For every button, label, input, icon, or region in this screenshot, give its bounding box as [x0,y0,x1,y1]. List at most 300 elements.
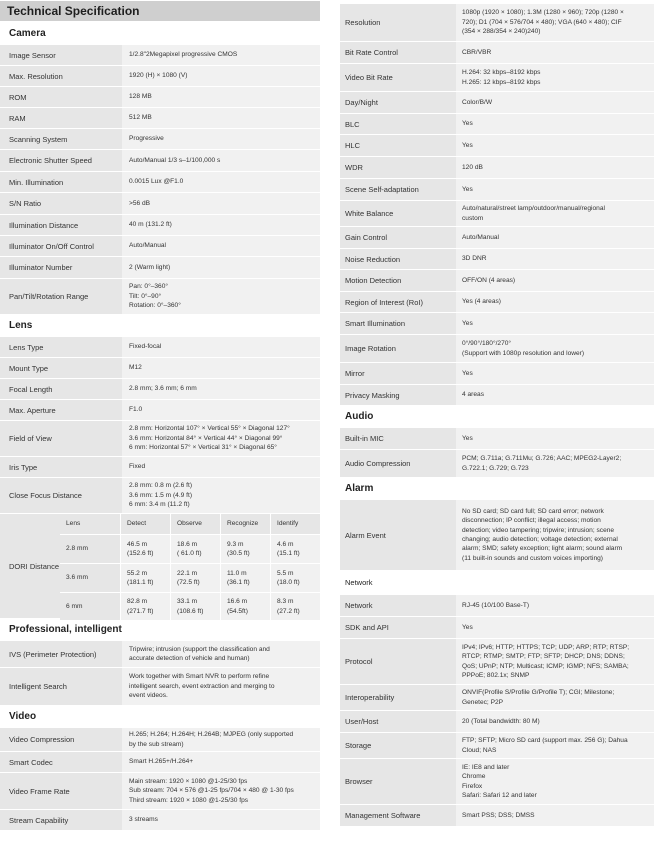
spec-value-lines [129,92,152,101]
spec-label: Browser [340,759,456,804]
spec-value-line: Progressive [129,135,164,143]
spec-label: Mount Type [0,358,122,378]
spec-label: Management Software [340,805,456,826]
spec-value-lines [462,601,529,610]
page-title: Technical Specification [0,1,320,21]
spec-value-line: (11 built-in sounds and custom voices importing) [462,554,603,562]
spec-label: Noise Reduction [340,249,456,269]
dori-cell-lines [177,540,202,559]
spec-row-protocol [340,639,654,685]
dori-cell-lines [177,569,200,588]
spec-row-gain-control [340,227,654,249]
dori-cell [271,564,320,592]
spec-value [122,810,320,830]
spec-value [122,150,320,171]
spec-row-blc [340,114,654,135]
spec-label: S/N Ratio [0,193,122,214]
spec-value-line: Color/B/W [462,98,493,106]
spec-value-line: Chrome [462,773,486,781]
spec-row-ivs-perimeter-protection [0,641,320,668]
spec-value-line: Auto/Manual [462,233,500,241]
spec-value [122,279,320,314]
dori-cell-line: 9.3 m [227,540,244,548]
dori-cell-lines [277,597,300,616]
dori-cell-line: (30.5 ft) [227,550,250,557]
spec-value-lines [462,643,629,680]
spec-label: User/Host [340,711,456,732]
spec-value [456,711,654,732]
spec-value-lines [129,777,294,805]
spec-row-electronic-shutter-speed [0,150,320,172]
dori-header-observe: Observe [171,514,220,534]
dori-cell-line: (271.7 ft) [127,607,154,615]
spec-value-line: Auto/Manual 1/3 s–1/100,000 s [129,156,221,164]
spec-value-lines [129,71,187,80]
spec-value-lines [462,369,473,378]
spec-row-smart-illumination [340,313,654,335]
spec-value [456,135,654,156]
spec-value [456,733,654,758]
spec-row-iris-type [0,457,320,478]
spec-value-line: Tilt: 0°–90° [129,292,162,300]
spec-value-line: 2.8 mm: Horizontal 107° × Vertical 55° × Diagonal 127° [129,425,290,433]
spec-value [122,45,320,65]
spec-value-line: 2.8 mm; 3.6 mm; 6 mm [129,385,197,393]
dori-lens: 6 mm [60,593,120,620]
dori-cell-line: ( 61.0 ft) [177,550,202,557]
spec-value-line: IPv4; IPv6; HTTP; HTTPS; TCP; UDP; ARP; RTP; RTSP; [462,643,630,651]
section-heading-text: Lens [9,320,33,331]
dori-cell-line: 5.5 m [277,569,294,577]
spec-value-lines [462,163,483,172]
dori-cell-line: (15.1 ft) [277,550,300,557]
spec-value [456,759,654,804]
spec-value [456,64,654,91]
spec-row-pan-tilt-rotation-range [0,279,320,315]
spec-label: Smart Illumination [340,313,456,334]
spec-value-lines [462,185,473,194]
dori-cell-line: (72.5 ft) [177,579,200,586]
spec-value-line: CBR/VBR [462,48,492,56]
spec-label: Max. Resolution [0,66,122,86]
spec-value-line: 512 MB [129,114,152,122]
spec-label: Focal Length [0,379,122,399]
spec-value [456,270,654,291]
spec-label: Mirror [340,363,456,384]
spec-value-line: event videos. [129,692,168,700]
spec-value [122,457,320,477]
spec-value-lines [462,297,501,306]
spec-value [122,641,320,667]
spec-value-lines [462,688,614,707]
spec-value-line: IE: IE8 and later [462,763,510,771]
spec-value-line: Fixed [129,463,146,471]
spec-value-lines [462,507,622,563]
spec-value-line: Yes [462,141,473,149]
dori-lens: 2.8 mm [60,535,120,563]
spec-label: Motion Detection [340,270,456,291]
section-heading-text: Camera [9,28,46,39]
spec-value [122,87,320,107]
dori-cell-line: 4.6 m [277,540,294,548]
spec-value-lines [129,405,142,414]
spec-value-line: (Support with 1080p resolution and lower) [462,349,585,357]
spec-row-scene-self-adaptation [340,179,654,201]
dori-cell-line: (54.5ft) [227,607,248,615]
section-heading-video [0,706,320,728]
spec-value-lines [462,204,605,223]
dori-cell-line: (36.1 ft) [227,579,250,586]
spec-value-lines [462,717,540,726]
spec-value [456,385,654,405]
spec-row-motion-detection [340,270,654,292]
spec-value-line: Third stream: 1920 × 1080 @1-25/30 fps [129,796,249,804]
spec-value-lines [129,177,183,186]
section-heading-camera [0,23,320,45]
spec-row-noise-reduction [340,249,654,270]
spec-value-lines [129,462,145,471]
spec-label: Scene Self-adaptation [340,179,456,200]
spec-value-line: (354 × 288/354 × 240)240) [462,28,541,36]
spec-value-line: Yes (4 areas) [462,298,501,306]
dori-cell-lines [227,540,250,559]
spec-row-storage [340,733,654,759]
spec-value-line: 2.8 mm: 0.8 m (2.6 ft) [129,482,193,490]
spec-value-line: custom [462,214,484,222]
spec-row-day-night [340,92,654,114]
dori-cell-line: 46.5 m [127,540,148,548]
spec-row-lens-type [0,337,320,358]
spec-label: Protocol [340,639,456,684]
spec-value-line: Yes [462,319,473,327]
spec-value-line: Tripwire; intrusion (support the classification and [129,645,270,653]
spec-label: Min. Illumination [0,172,122,192]
dori-header-detect: Detect [121,514,170,534]
spec-row-privacy-masking [340,385,654,406]
dori-header-lens: Lens [60,514,120,534]
spec-value [122,257,320,278]
spec-value-line: 1080p (1920 × 1080); 1.3M (1280 × 960); 720p (1280 × [462,9,624,17]
spec-value [122,478,320,513]
spec-label: Region of Interest (RoI) [340,292,456,312]
spec-value-line: Cloud; NAS [462,746,497,754]
spec-row-illuminator-on-off-control [0,236,320,257]
spec-value [456,313,654,334]
spec-value [456,157,654,178]
spec-label: HLC [340,135,456,156]
spec-value [456,179,654,200]
spec-value-line: >56 dB [129,199,151,207]
spec-value-line: 40 m (131.2 ft) [129,221,172,229]
spec-value [122,108,320,128]
spec-label: Max. Aperture [0,400,122,420]
spec-row-white-balance [340,201,654,227]
spec-value-line: Smart PSS; DSS; DMSS [462,811,535,819]
spec-row-resolution [340,4,654,42]
spec-value-lines [462,736,628,755]
spec-value-line: Auto/natural/street lamp/outdoor/manual/regional [462,205,605,213]
spec-label: Image Sensor [0,45,122,65]
spec-row-close-focus-distance [0,478,320,514]
spec-value [456,201,654,226]
spec-value-line: Genetec; P2P [462,698,504,706]
spec-label: Stream Capability [0,810,122,830]
spec-label: Intelligent Search [0,668,122,705]
spec-label: Video Compression [0,728,122,751]
spec-value-lines [129,363,142,372]
spec-value-lines [129,134,164,143]
spec-value-line: 2 (Warm light) [129,263,171,271]
spec-value [456,292,654,312]
dori-cell [171,564,220,592]
spec-value-line: PCM; G.711a; G.711Mu; G.726; AAC; MPEG2-Layer2; [462,455,622,463]
spec-value-lines [129,424,290,452]
spec-value [456,617,654,638]
spec-value-lines [129,199,150,208]
section-heading-network [340,571,654,595]
spec-row-ram [0,108,320,129]
spec-label: Video Bit Rate [340,64,456,91]
dori-cell-lines [127,597,153,616]
dori-cell [171,593,220,620]
spec-label: Day/Night [340,92,456,113]
spec-row-video-compression [0,728,320,752]
spec-value-line: 1/2.8"2Megapixel progressive CMOS [129,51,238,59]
spec-value-lines [129,645,270,664]
section-heading-text: Professional, intelligent [9,624,122,635]
spec-value [456,92,654,113]
spec-value-lines [462,68,540,87]
spec-label: Interoperability [340,685,456,710]
spec-row-alarm-event [340,500,654,571]
spec-value-line: Yes [462,369,473,377]
spec-label: Bit Rate Control [340,42,456,63]
spec-value-line: Work together with Smart NVR to perform refine [129,673,270,681]
spec-value-line: OFF/ON (4 areas) [462,276,516,284]
spec-label: Built-in MIC [340,428,456,449]
spec-value-line: RTCP; RTMP; SMTP; FTP; SFTP; DHCP; DNS; DDNS; [462,653,625,661]
spec-value [122,215,320,235]
spec-value [456,335,654,362]
spec-label: Network [340,595,456,616]
right-column [340,0,654,827]
spec-value-line: 120 dB [462,163,483,171]
dori-cell-line: 22.1 m [177,569,198,577]
dori-cell-line: 16.6 m [227,598,248,606]
spec-value-lines [462,454,621,473]
spec-value-line: Yes [462,185,473,193]
spec-value [122,337,320,357]
section-heading-text: Audio [345,411,374,422]
spec-value [122,358,320,378]
dori-grid [60,514,320,618]
spec-value-lines [462,339,584,358]
spec-row-s-n-ratio [0,193,320,215]
spec-value [122,728,320,751]
spec-row-stream-capability [0,810,320,831]
spec-value [122,66,320,86]
spec-value [122,400,320,420]
spec-value [456,639,654,684]
spec-label: Illuminator Number [0,257,122,278]
spec-value [456,4,654,41]
spec-label: Privacy Masking [340,385,456,405]
spec-row-max-aperture [0,400,320,421]
dori-cell [221,593,270,620]
spec-value [456,805,654,826]
dori-cell-lines [127,540,153,559]
spec-value-line: changing; audio detection; voltage detection; external [462,536,618,543]
spec-value-lines [129,481,192,509]
spec-value [456,500,654,570]
dori-cell-line: 82.8 m [127,598,148,606]
spec-label: BLC [340,114,456,134]
dori-cell-line: 11.0 m [227,569,247,577]
spec-row-interoperability [340,685,654,711]
spec-value [456,428,654,449]
spec-value-lines [462,233,499,242]
section-heading-text: Video [9,711,37,722]
dori-cell [271,593,320,620]
spec-row-rom [0,87,320,108]
spec-value-lines [129,241,166,250]
spec-row-illuminator-number [0,257,320,279]
spec-value-lines [129,263,170,272]
dori-cell-lines [177,597,203,616]
spec-value-line: RJ-45 (10/100 Base-T) [462,601,530,609]
spec-row-illumination-distance [0,215,320,236]
spec-row-video-frame-rate [0,773,320,810]
spec-value-line: H.265: 12 kbps–8192 kbps [462,78,541,86]
spec-value-line: Main stream: 1920 × 1080 @1-25/30 fps [129,777,248,785]
spec-label: Electronic Shutter Speed [0,150,122,171]
spec-value-line: FTP; SFTP; Micro SD card (support max. 256 G); Dahua [462,737,628,745]
spec-value [456,249,654,269]
spec-value-lines [462,390,484,399]
dori-cell-line: (27.2 ft) [277,607,300,615]
spec-value-lines [462,434,473,443]
dori-cell-lines [127,569,153,588]
spec-label: Gain Control [340,227,456,248]
spec-value-line: PPPoE; 802.1x; SNMP [462,671,530,679]
spec-label: Illumination Distance [0,215,122,235]
spec-row-min-illumination [0,172,320,193]
spec-value-line: Safari: Safari 12 and later [462,791,537,799]
spec-value-lines [462,811,535,820]
spec-value [122,752,320,772]
dori-cell-line: (18.0 ft) [277,579,300,586]
spec-label: Illuminator On/Off Control [0,236,122,256]
spec-value [456,114,654,134]
spec-value-line: 0.0015 Lux @F1.0 [129,178,184,186]
spec-value-lines [462,623,473,632]
spec-value-line: Fixed-focal [129,343,162,351]
spec-value-line: 128 MB [129,93,152,101]
spec-label: IVS (Perimeter Protection) [0,641,122,667]
spec-row-bit-rate-control [340,42,654,64]
dori-cell-lines [277,569,300,588]
spec-value [122,668,320,705]
spec-value-line: by the sub stream) [129,740,184,748]
spec-value-line: 0°/90°/180°/270° [462,340,512,348]
spec-value-lines [129,282,181,310]
spec-value-lines [129,384,197,393]
spec-value-lines [129,730,293,749]
spec-label: Iris Type [0,457,122,477]
spec-value-line: Yes [462,434,473,442]
section-heading-professional-intelligent [0,619,320,641]
dori-cell [221,535,270,563]
spec-label: Image Rotation [340,335,456,362]
spec-value [122,773,320,809]
dori-cell [121,593,170,620]
spec-value [456,685,654,710]
spec-value-lines [129,113,152,122]
spec-row-mount-type [0,358,320,379]
spec-label: White Balance [340,201,456,226]
section-heading-alarm [340,478,654,500]
spec-value-line: 6 mm: Horizontal 57° × Vertical 31° × Diagonal 65° [129,444,277,452]
spec-value-line: Firefox [462,782,483,790]
dori-cell-line: (108.6 ft) [177,607,204,615]
spec-value-lines [462,763,537,800]
spec-label: Field of View [0,421,122,456]
spec-value-line: 3D DNR [462,255,487,263]
dori-cell-lines [277,540,300,559]
spec-value-lines [129,815,158,824]
spec-row-intelligent-search [0,668,320,706]
dori-cell [171,535,220,563]
spec-value-lines [129,757,193,766]
spec-label: ROM [0,87,122,107]
dori-header-recognize: Recognize [221,514,270,534]
spec-value-lines [462,8,624,36]
spec-value-lines [129,156,220,165]
dori-header-identify: Identify [271,514,320,534]
spec-row-management-software [340,805,654,827]
spec-value-line: Yes [462,623,473,631]
spec-value-line: 3.6 mm: 1.5 m (4.9 ft) [129,491,193,499]
spec-value [122,236,320,256]
dori-lens: 3.6 mm [60,564,120,592]
spec-value-lines [129,50,237,59]
spec-value-line: 3 streams [129,816,158,824]
spec-value-line: accurate detection of vehicle and human) [129,655,250,662]
spec-value-line: F1.0 [129,406,143,414]
dori-cell-line: (152.6 ft) [127,550,154,557]
spec-row-video-bit-rate [340,64,654,92]
section-heading-text: Alarm [345,483,374,494]
spec-row-audio-compression [340,450,654,478]
spec-row-image-rotation [340,335,654,363]
spec-row-network [340,595,654,617]
spec-value [456,227,654,248]
spec-row-focal-length [0,379,320,400]
spec-label: Resolution [340,4,456,41]
dori-label: DORI Distance [0,514,60,618]
spec-value-line: ONVIF(Profile S/Profile G/Profile T); CGI; Milestone; [462,689,615,697]
spec-value-line: Sub stream: 704 × 576 @1-25 fps/704 × 480 @ 1-30 fps [129,787,294,795]
spec-value [122,193,320,214]
spec-value-line: 20 (Total bandwidth: 80 M) [462,717,540,725]
spec-value-lines [462,119,473,128]
spec-label: Lens Type [0,337,122,357]
dori-cell-line: 55.2 m [127,569,148,577]
spec-value-lines [462,48,491,57]
dori-cell [121,535,170,563]
spec-value-line: Pan: 0°–360° [129,283,169,291]
spec-value [122,379,320,399]
